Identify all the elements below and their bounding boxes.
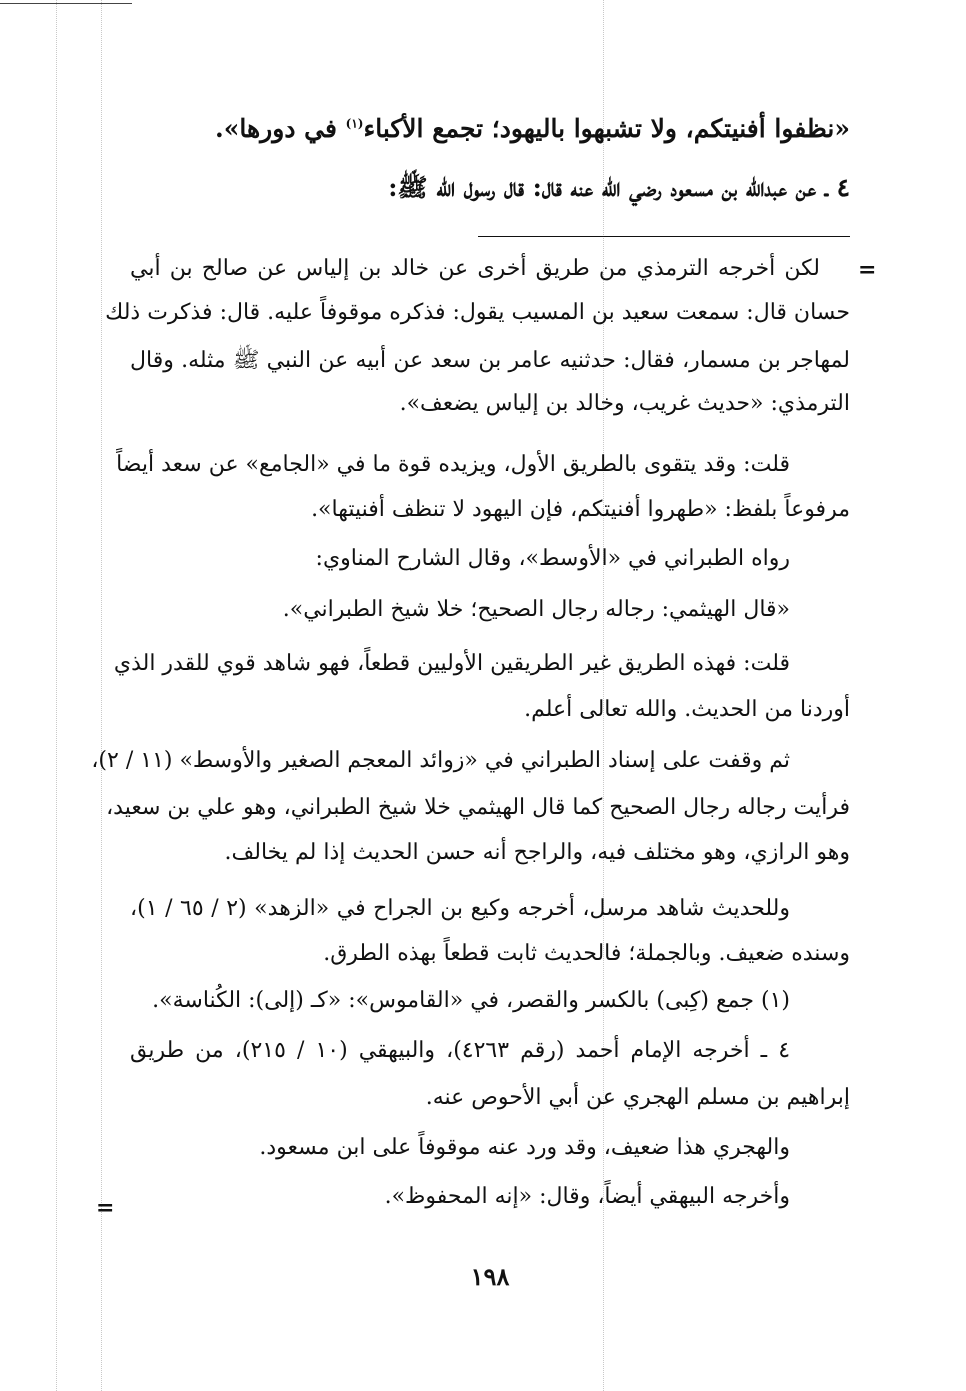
hadith-text-line: «نظفوا أفنيتكم، ولا تشبهوا باليهود؛ تجمع الأكباء$^{(١)}$ في دورها». [215,114,850,143]
footnote-ref: (١) [345,116,364,131]
footnote-line: وسنده ضعيف. وبالجملة؛ فالحديث ثابت قطعاً بهذه الطرق. [323,941,850,966]
footnote-line: قلت: فهذه الطريق غير الطريقين الأوليين قطعاً، فهو شاهد قوي للقدر الذي [113,651,790,676]
footnote-line: رواه الطبراني في «الأوسط»، وقال الشارح المناوي: [315,546,790,571]
footnote-line: لمهاجر بن مسمار، فقال: حدثنيه عامر بن سعد عن أبيه عن النبي ﷺ مثله. وقال [130,348,850,373]
footnote-line: الترمذي: «حديث غريب، وخالد بن إلياس يضعف». [399,391,850,416]
footnote-line: (١) جمع (كِبى) بالكسر والقصر، في «القاموس»: «كـ (إلى): الكُناسة». [152,988,790,1013]
footnote-line: قلت: وقد يتقوى بالطريق الأول، ويزيده قوة ما في «الجامع» عن سعد أيضاً [116,452,790,477]
footnote-line: حسان قال: سمعت سعيد بن المسيب يقول: فذكره موقوفاً عليه. قال: فذكرت ذلك [105,300,850,325]
top-edge-rule [0,3,132,4]
footnote-separator [478,236,850,237]
footnote-line: لكن أخرجه الترمذي من طريق أخرى عن خالد بن إلياس عن صالح بن أبي [130,256,820,281]
footnote-line: أوردنا من الحديث. والله تعالى أعلم. [524,697,850,722]
footnote-line: ثم وقفت على إسناد الطبراني في «زوائد المعجم الصغير والأوسط» (١١ / ٢)، [91,748,790,773]
continuation-mark: = [858,257,877,283]
footnote-line: «قال الهيثمي: رجاله رجال الصحيح؛ خلا شيخ الطبراني». [282,597,790,622]
margin-dotted-line [56,0,57,1391]
book-page [91,0,850,1391]
hadith-heading: ٤ ـ عن عبدالله بن مسعود رضي الله عنه قال: قال رسول الله ﷺ: [388,173,850,202]
margin-dotted-line [101,0,102,1391]
footnote-line: والهجري هذا ضعيف، وقد ورد عنه موقوفاً على ابن مسعود. [259,1135,790,1160]
footnote-line: وللحديث شاهد مرسل، أخرجه وكيع بن الجراح في «الزهد» (٢ / ٦٥ / ١)، [130,896,791,921]
continuation-mark: = [96,1195,115,1221]
footnote-line: مرفوعاً بلفظ: «طهروا أفنيتكم، فإن اليهود لا تنظف أفنيتها». [311,497,850,522]
footnote-line: فرأيت رجاله رجال الصحيح كما قال الهيثمي خلا شيخ الطبراني، وهو علي بن سعيد، [106,795,850,820]
footnote-line: ٤ ـ أخرجه الإمام أحمد (رقم ٤٢٦٣)، والبيهقي (١٠ / ٢١٥)، من طريق [130,1038,791,1063]
footnote-line: وهو الرازي، وهو مختلف فيه، والراجح أنه حسن الحديث إذا لم يخالف. [224,840,850,865]
footnote-line: إبراهيم بن مسلم الهجري عن أبي الأحوص عنه. [425,1085,850,1110]
footnote-line: وأخرجه البيهقي أيضاً، وقال: «إنه المحفوظ». [384,1184,790,1209]
page-number: ١٩٨ [470,1262,510,1291]
